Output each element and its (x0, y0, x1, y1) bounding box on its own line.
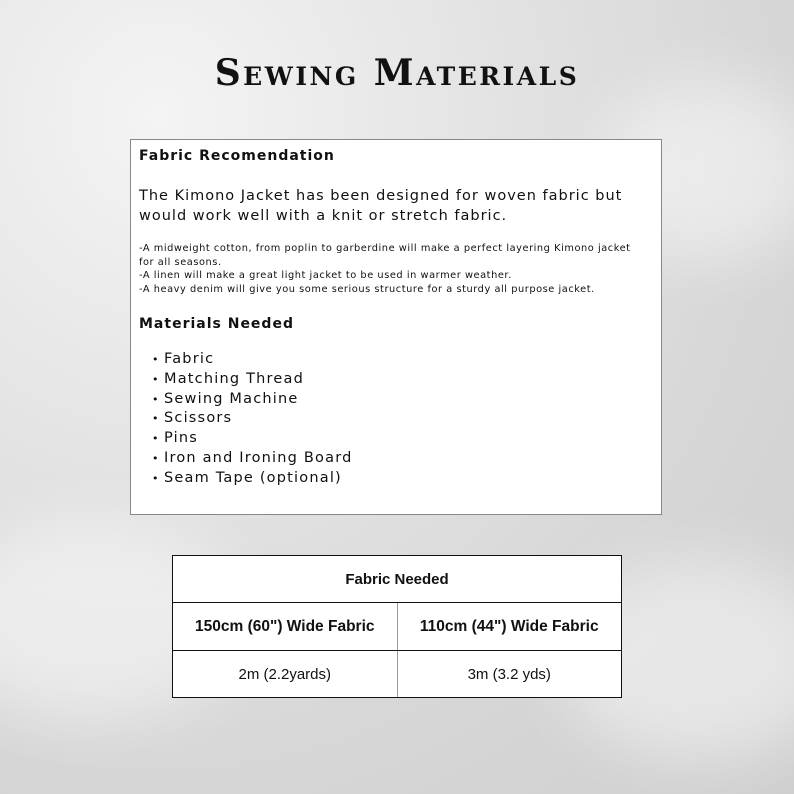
fabric-recommendation-intro: The Kimono Jacket has been designed for woven fabric but would work well with a knit or stretch fabric. (139, 188, 623, 224)
table-title: Fabric Needed (173, 556, 622, 603)
materials-needed-heading: Materials Needed (139, 316, 294, 332)
fabric-note: -A linen will make a great light jacket to be used in warmer weather. (139, 270, 512, 281)
table-row (173, 603, 622, 651)
materials-list (139, 350, 661, 489)
list-item (152, 429, 661, 449)
bullet-icon: • (152, 471, 160, 485)
column-header: 150cm (60") Wide Fabric (173, 603, 398, 651)
table-cell: 3m (3.2 yds) (397, 651, 622, 698)
list-item (152, 469, 661, 489)
table-row (173, 556, 622, 603)
fabric-note: -A midweight cotton, from poplin to garberdine will make a perfect layering Kimono jacket for all seasons. (139, 243, 631, 268)
material-label: Pins (164, 430, 198, 447)
material-label: Iron and Ironing Board (164, 449, 353, 466)
bullet-icon: • (152, 432, 160, 446)
table-row (173, 651, 622, 698)
fabric-needed-table (172, 555, 622, 698)
table-cell: 2m (2.2yards) (173, 651, 398, 698)
fabric-notes-list (139, 242, 661, 296)
bullet-icon: • (152, 392, 160, 406)
bullet-icon: • (152, 412, 160, 426)
list-item (152, 449, 661, 469)
material-label: Sewing Machine (164, 390, 299, 407)
bullet-icon: • (152, 353, 160, 366)
material-label: Fabric (164, 351, 215, 367)
list-item (152, 390, 661, 410)
bullet-icon: • (152, 451, 160, 465)
list-item (152, 409, 661, 429)
list-item (152, 350, 661, 370)
page-title: Sewing Materials (214, 52, 580, 94)
material-label: Matching Thread (164, 370, 304, 387)
material-label: Seam Tape (optional) (164, 469, 342, 486)
info-card (130, 139, 662, 515)
list-item (152, 370, 661, 390)
bullet-icon: • (152, 372, 160, 386)
column-header: 110cm (44") Wide Fabric (397, 603, 622, 651)
fabric-recommendation-heading: Fabric Recomendation (139, 148, 335, 164)
fabric-note: -A heavy denim will give you some serious structure for a sturdy all purpose jacket. (139, 283, 595, 295)
material-label: Scissors (164, 410, 233, 427)
